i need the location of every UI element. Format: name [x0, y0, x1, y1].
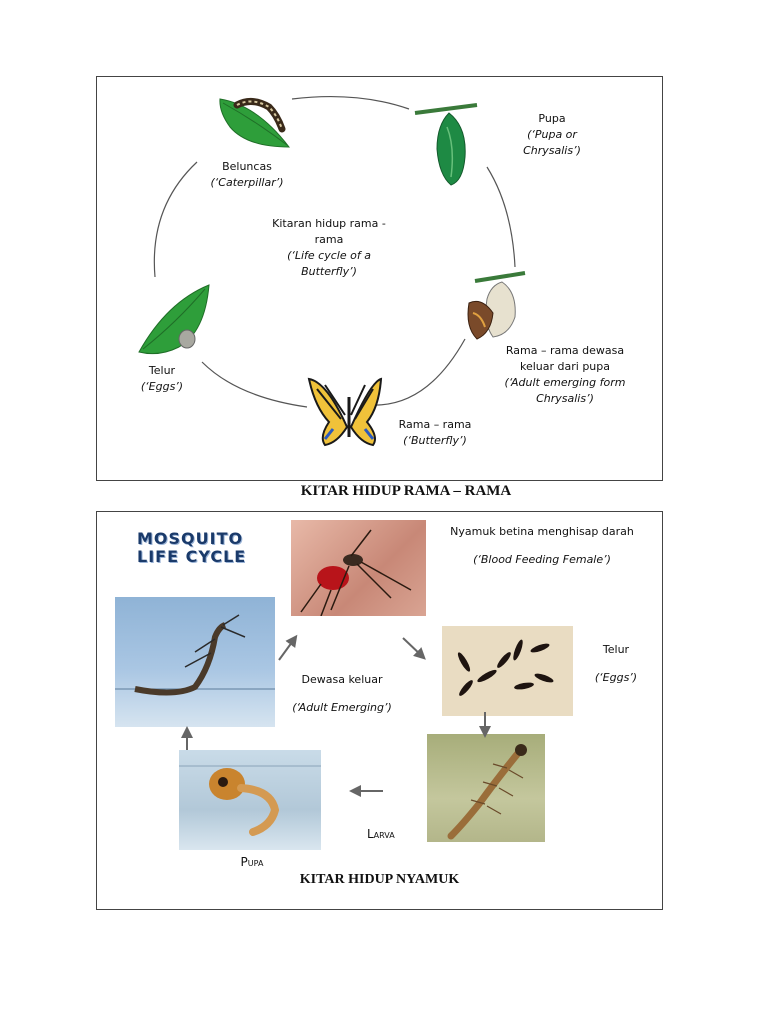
- pupa-photo: [179, 750, 321, 850]
- butterfly-label: Rama – rama (‘Butterfly’): [398, 418, 472, 447]
- mosquito-feeding-icon: [291, 520, 426, 616]
- eggs-photo: [442, 626, 573, 716]
- arrow-caterpillar-to-pupa: [292, 97, 409, 109]
- pupa-label: Pupa (‘Pupa or Chrysalis’): [523, 112, 581, 157]
- larva-photo: [427, 734, 545, 842]
- mosquito-life-cycle-diagram: [96, 511, 663, 910]
- pupa-label: Pupa: [240, 855, 264, 869]
- caterpillar-illustration: [220, 99, 289, 147]
- arrow-emerging-to-butterfly: [372, 339, 465, 405]
- center-title: Kitaran hidup rama - rama (‘Life cycle of a Butterfly’): [272, 217, 386, 278]
- arrow-eggs-to-caterpillar: [154, 162, 197, 277]
- adult-emerging-label: Rama – rama dewasa keluar dari pupa (‘Adult emerging form Chrysalis’): [504, 344, 626, 405]
- eggs-illustration: [139, 285, 209, 354]
- arrow-female-to-eggs: [403, 638, 423, 657]
- adult-emerging-icon: [115, 597, 275, 727]
- larva-label: Larva: [367, 827, 395, 841]
- larva-icon: [427, 734, 545, 842]
- butterfly-life-cycle-diagram: [96, 76, 663, 481]
- pupa-icon: [179, 750, 321, 850]
- eggs-label: Telur (‘Eggs’): [594, 643, 638, 684]
- caterpillar-label: Beluncas (‘Caterpillar’): [210, 160, 284, 189]
- chrysalis-illustration: [415, 105, 477, 185]
- arrow-pupa-to-emerging: [487, 167, 515, 267]
- blood-feeding-photo: [291, 520, 426, 616]
- arrow-butterfly-to-eggs: [202, 362, 307, 407]
- adult-emerging-label: Dewasa keluar (‘Adult Emerging’): [292, 673, 392, 714]
- blood-feeding-label: Nyamuk betina menghisap darah (‘Blood Feeding Female’): [450, 525, 634, 566]
- mosquito-caption: KITAR HIDUP NYAMUK: [299, 872, 460, 887]
- emerging-butterfly-illustration: [468, 273, 525, 339]
- butterfly-illustration: [309, 379, 381, 445]
- arrow-adult-to-female: [279, 638, 295, 660]
- mosquito-title: MOSQUITO LIFE CYCLE: [137, 529, 247, 566]
- adult-emerging-photo: [115, 597, 275, 727]
- mosquito-eggs-icon: [442, 626, 573, 716]
- eggs-label: Telur (‘Eggs’): [140, 364, 184, 393]
- butterfly-caption: KITAR HIDUP RAMA – RAMA: [300, 483, 512, 499]
